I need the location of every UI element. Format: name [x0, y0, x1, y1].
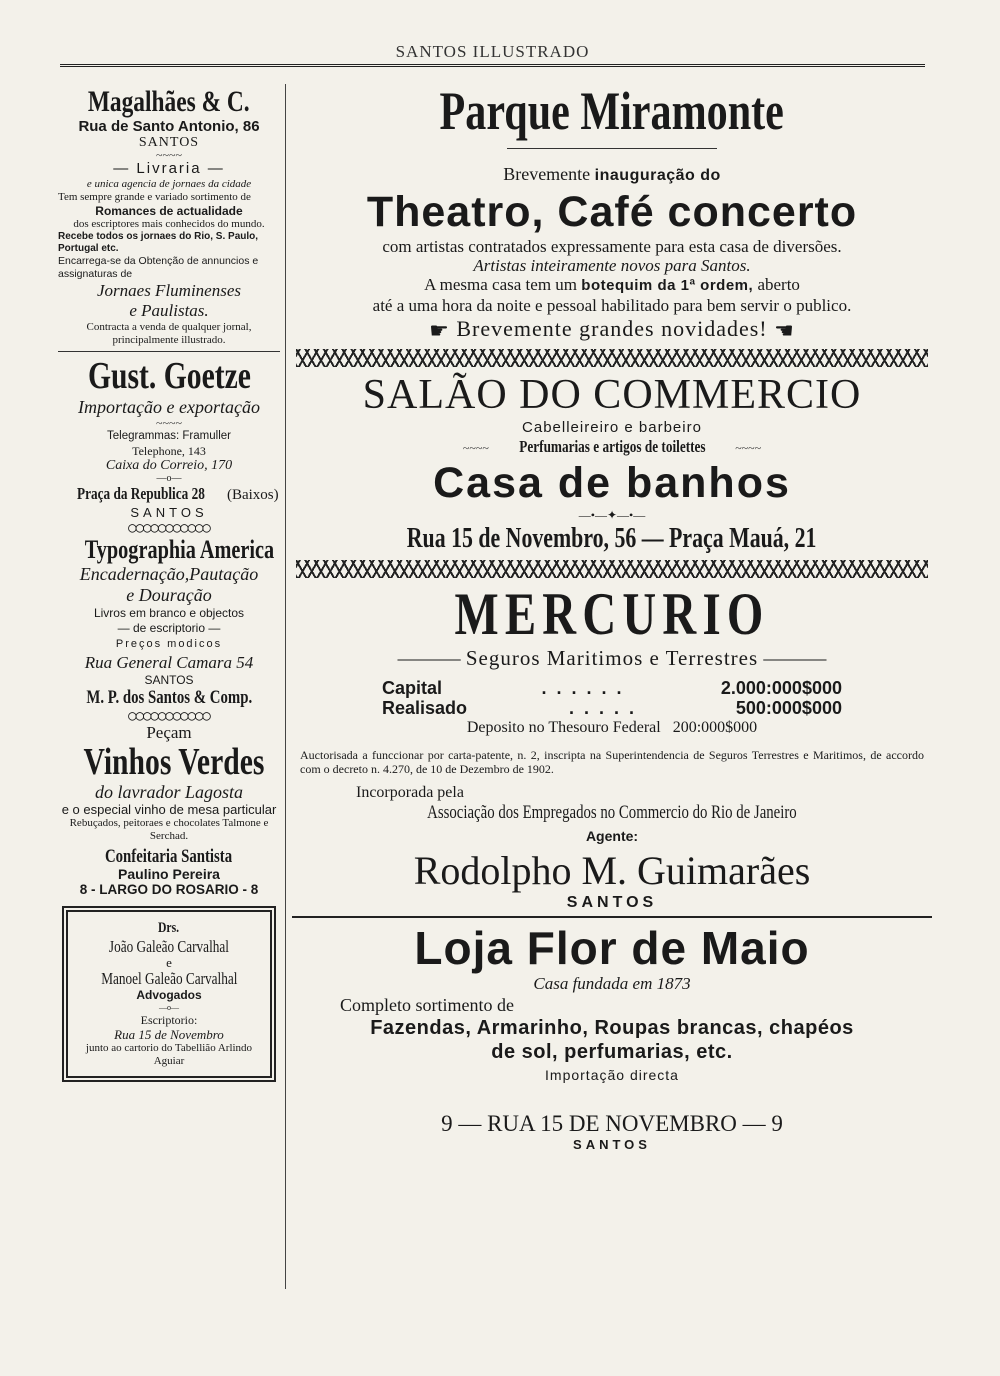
- ad-vinhos: [58, 724, 280, 898]
- divider: [507, 148, 717, 149]
- ad-title: Magalhães & C.: [88, 85, 250, 118]
- ad-rua: 9 — RUA 15 DE NOVEMBRO — 9: [441, 1110, 783, 1136]
- realisado-value: 500:000$000: [735, 697, 842, 718]
- ad-rua: Rua 15 de Novembro, 56 — Praça Mauá, 21: [407, 522, 817, 554]
- ad-salao: [292, 371, 932, 556]
- ad-city: SANTOS: [566, 893, 658, 911]
- ad-precos: Preços modicos: [115, 638, 223, 650]
- ad-brevemente: Brevemente: [503, 164, 591, 184]
- ad-title: Parque Miramonte: [439, 81, 785, 141]
- ad-junto: junto ao cartorio do Tabellião Arlindo Aguiar: [85, 1042, 253, 1067]
- ad-contracta: Contracta a venda de qualquer jornal, principalmente illustrado.: [86, 321, 252, 346]
- pointing-hand-icon: ☛: [429, 317, 450, 343]
- ad-romances: Romances de actualidade: [95, 204, 243, 218]
- ad-especial: e o especial vinho de mesa particular: [61, 802, 277, 817]
- capital-value: 2.000:000$000: [720, 677, 842, 698]
- column-divider: [285, 84, 286, 1289]
- ad-ate: até a uma hora da noite e pessoal habilitado para bem servir o publico.: [372, 296, 852, 315]
- ad-novidades: Brevemente grandes novidades!: [456, 316, 768, 341]
- ad-title: Typographia America: [84, 535, 275, 564]
- capital-label: Capital: [382, 677, 443, 698]
- ad-fundada: Casa fundada em 1873: [533, 973, 691, 993]
- ad-banhos: Casa de banhos: [433, 458, 791, 507]
- ad-caixa: Caixa do Correio, 170: [105, 458, 233, 473]
- ad-lavrador: do lavrador Lagosta: [94, 782, 244, 802]
- ad-completo: Completo sortimento de: [340, 994, 514, 1015]
- ad-recebe: Recebe todos os jornaes do Rio, S. Paulo, Portugal etc.: [58, 231, 259, 254]
- divider: [292, 916, 932, 918]
- ad-deposito-value: 200:000$000: [672, 718, 758, 736]
- ad-escriptorio: Escriptorio:: [140, 1013, 198, 1027]
- ad-botequim: botequim da 1ª ordem,: [581, 277, 754, 294]
- ad-title: MERCURIO: [454, 580, 770, 647]
- realisado-label: Realisado: [382, 697, 468, 718]
- pointing-hand-icon: ☚: [774, 317, 795, 343]
- ad-com: com artistas contratados expressamente para esta casa de diversões.: [382, 237, 842, 256]
- ad-agency: e unica agencia de jornaes da cidade: [86, 178, 252, 190]
- ad-line: Tem sempre grande e variado sortimento de: [58, 191, 251, 203]
- ad-paulistas: e Paulistas.: [129, 301, 209, 320]
- tilde-ornament: ~~~~: [462, 440, 489, 455]
- ad-cabelleireiro: Cabelleireiro e barbeiro: [522, 418, 702, 436]
- ad-title: Vinhos Verdes: [83, 741, 265, 783]
- header-rule: [60, 64, 925, 67]
- divider: [58, 351, 280, 352]
- ad-incorporada: Incorporada pela: [356, 783, 464, 801]
- tilde-ornament: ~~~~: [735, 440, 762, 455]
- zigzag-ornament: [296, 560, 928, 578]
- ad-goetze: Gust. Goetze Importação e exportação ~~~~ Telegrammas: Framuller Telephone, 143 Caixa do Correio, 170 —o— Praça da Republica 28 (Baixos) SANTOS: [58, 356, 280, 520]
- ad-title: SALÃO DO COMMERCIO: [362, 371, 862, 418]
- left-column: [58, 86, 280, 1082]
- ad-escriptorio: — de escriptorio —: [117, 621, 221, 635]
- ad-items: de sol, perfumarias, etc.: [491, 1040, 733, 1063]
- ad-baixos: (Baixos): [226, 487, 279, 503]
- ad-inauguracao: inauguração do: [594, 167, 721, 184]
- ad-associacao: Associação dos Empregados no Commercio do Rio de Janeiro: [427, 801, 797, 823]
- ad-address: Rua de Santo Antonio, 86: [78, 118, 260, 135]
- ad-title: Loja Flor de Maio: [414, 921, 810, 974]
- ad-perfumarias: Perfumarias e artigos de toilettes: [518, 436, 706, 456]
- ad-owner: M. P. dos Santos & Comp.: [86, 687, 252, 708]
- ad-rua: Rua 15 de Novembro: [114, 1027, 224, 1042]
- zigzag-ornament: [296, 349, 928, 367]
- ad-phone: Telephone, 143: [132, 444, 206, 458]
- ad-city: SANTOS: [144, 673, 194, 687]
- ornament: —•—✦—•—: [578, 507, 646, 522]
- ad-confeitaria: Confeitaria Santista: [105, 846, 233, 867]
- ad-subtitle: Encadernação,Pautação: [79, 564, 259, 584]
- ad-magalhaes: [58, 86, 280, 347]
- ad-parque: [292, 80, 932, 345]
- ad-encarrega: Encarrega-se da Obtenção de annuncios e assignaturas de: [58, 255, 259, 280]
- ad-theatro: Theatro, Café concerto: [366, 188, 858, 236]
- ad-largo: 8 - LARGO DO ROSARIO - 8: [79, 882, 259, 897]
- ad-subtitle: Importação e exportação: [78, 397, 260, 417]
- capital-row: Capital . . . . . . 2.000:000$000: [382, 677, 842, 698]
- ad-drs: Drs.: [158, 920, 180, 936]
- chain-ornament: ○○○○○○○○○○○: [128, 708, 210, 724]
- ad-typographia: [58, 536, 280, 708]
- ad-name: João Galeão Carvalhal: [108, 937, 230, 956]
- page-header: SANTOS ILLUSTRADO: [395, 42, 590, 61]
- ad-seguros: Seguros Maritimos e Terrestres: [465, 645, 759, 670]
- ad-line: dos escriptores mais conhecidos do mundo.: [73, 218, 265, 230]
- ad-aberto: aberto: [757, 275, 800, 294]
- ad-jornaes: Jornaes Fluminenses: [96, 281, 241, 300]
- ad-subtitle: e Douração: [126, 585, 212, 605]
- ad-city: SANTOS: [573, 1136, 651, 1152]
- right-column: [292, 80, 932, 1152]
- ad-pecam: Peçam: [146, 723, 192, 742]
- realisado-row: Realisado . . . . . 500:000$000: [382, 697, 842, 718]
- ad-deposito: Deposito no Thesouro Federal: [466, 718, 661, 736]
- tilde-ornament: ~~~~: [156, 416, 182, 430]
- ad-name: Manoel Galeão Carvalhal: [100, 969, 238, 988]
- ad-importacao: Importação directa: [545, 1066, 679, 1083]
- ad-loja: [292, 922, 932, 1152]
- ad-agente: Agente:: [585, 827, 639, 844]
- ad-paulino: Paulino Pereira: [118, 866, 220, 882]
- ad-praca: Praça da Republica 28: [77, 484, 206, 503]
- ad-rodolpho: Rodolpho M. Guimarães: [413, 847, 811, 893]
- ad-mercurio: MERCURIO ——— Seguros Maritimos e Terrestres ——— Capital . . . . . . 2.000:000$000 Realisado . . . . . 500:000$000 Deposito no Thesouro Federal 200:000$000 Auctorisada a funccionar por carta-patente, n. 2, inscripta na Superintendencia de Seguros Terrestres e Maritimos, de accordo com o decreto n. 4.270, de 10 de Dezembro de 1902. Incorporada pela Associação dos Empregados no Commercio do Rio de Janeiro Agente: Rodolpho M. Guimarães SANTOS: [292, 582, 932, 912]
- chain-ornament: ○○○○○○○○○○○: [128, 520, 210, 536]
- ad-items: Fazendas, Armarinho, Roupas brancas, chapéos: [370, 1016, 854, 1039]
- ad-telegram: Telegrammas: Framuller: [107, 430, 231, 442]
- ad-advogados-label: Advogados: [136, 988, 202, 1002]
- ad-livros: Livros em branco e objectos: [93, 606, 245, 620]
- ad-title: Gust. Goetze: [87, 355, 251, 397]
- ad-city: SANTOS: [138, 135, 200, 150]
- ad-mesma: A mesma casa tem um: [424, 275, 578, 294]
- ad-city: SANTOS: [130, 505, 208, 520]
- ad-auctorisada: Auctorisada a funccionar por carta-patente, n. 2, inscripta na Superintendencia de Seguros Terrestres e Maritimos, de accordo com o decreto n. 4.270, de 10 de Dezembro de 1902.: [300, 747, 924, 776]
- ad-rebucados: Rebuçados, peitoraes e chocolates Talmone e Serchad.: [69, 817, 269, 842]
- ad-artistas: Artistas inteiramente novos para Santos.: [473, 256, 751, 275]
- ad-and: e: [166, 955, 172, 970]
- tilde-ornament: ~~~~: [156, 148, 182, 162]
- ad-advogados: Drs. João Galeão Carvalhal e Manoel Galeão Carvalhal Advogados —o— Escriptorio: Rua 15 de Novembro junto ao cartorio do Tabellião Arlindo Aguiar: [62, 906, 276, 1082]
- ad-livraria: — Livraria —: [113, 160, 225, 177]
- ad-rua: Rua General Camara 54: [84, 653, 254, 672]
